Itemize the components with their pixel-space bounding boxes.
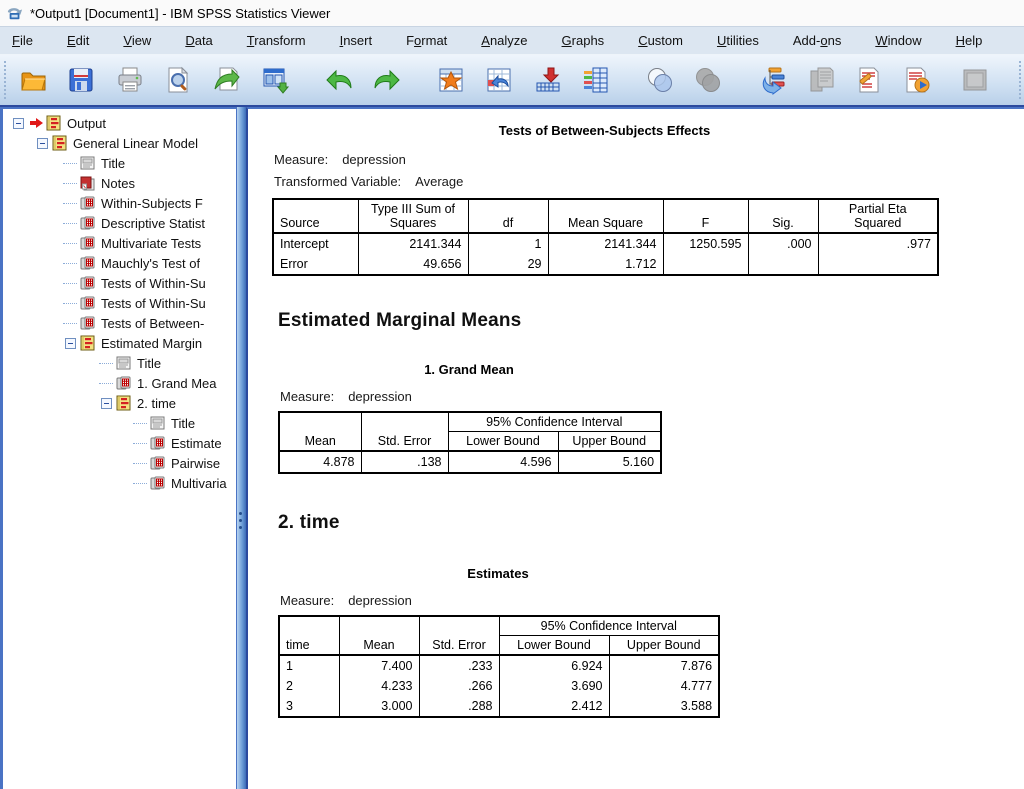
tree-item-label: Tests of Within-Su	[101, 275, 206, 291]
measure-line: Measure: depression	[274, 152, 406, 167]
tree-connector	[63, 323, 77, 324]
menu-item-insert[interactable]: Insert	[339, 33, 373, 48]
grand-mean-table[interactable]: Mean Std. Error 95% Confidence Interval Lower Bound Upper Bound 4.878 .138 4.596 5.160	[278, 411, 662, 474]
menu-item-utilities[interactable]: Utilities	[716, 33, 759, 48]
tree-connector	[133, 423, 147, 424]
recall-recently-used-icon	[757, 65, 787, 95]
designate-window-button	[956, 60, 994, 100]
tree-item-title[interactable]	[3, 153, 236, 173]
title-icon	[115, 355, 132, 371]
collapse-icon[interactable]	[13, 118, 24, 129]
tree-connector	[133, 483, 147, 484]
tree-connector	[63, 203, 77, 204]
estimates-title: Estimates	[467, 566, 529, 581]
collapse-icon[interactable]	[101, 398, 112, 409]
book-icon	[51, 135, 68, 151]
select-cases-icon	[645, 65, 675, 95]
outline-tree-panel	[0, 107, 237, 789]
menu-item-analyze[interactable]: Analyze	[481, 33, 528, 48]
insert-variable-button[interactable]	[528, 60, 566, 100]
tree-item-label: Tests of Within-Su	[101, 295, 206, 311]
menu-item-file[interactable]: File	[12, 33, 33, 48]
main-area	[0, 107, 1024, 789]
goto-data-button[interactable]	[432, 60, 470, 100]
undo-button[interactable]	[320, 60, 358, 100]
open-folder-icon	[18, 65, 48, 95]
table-icon	[79, 295, 96, 311]
menu-item-edit[interactable]: Edit	[66, 33, 90, 48]
table-row: 4.878 .138 4.596 5.160	[279, 451, 661, 473]
collapse-icon[interactable]	[65, 338, 76, 349]
tree-item-multivariate-tests[interactable]	[3, 233, 236, 253]
tree-item-label: Multivaria	[171, 475, 227, 491]
export-icon	[211, 65, 241, 95]
estimates-table[interactable]: time Mean Std. Error 95% Confidence Interval Lower Bound Upper Bound 1 7.400 .233 6.924 7.876 2 4.233 .266 3.690 4.777 3 3.000 .288 2.412 3.588	[278, 615, 720, 718]
book-icon	[45, 115, 62, 131]
tree-item-general-linear-model[interactable]	[3, 133, 236, 153]
paste-icon	[806, 65, 836, 95]
tree-connector	[63, 163, 77, 164]
tree-item-label: Title	[101, 155, 126, 171]
open-file-button[interactable]	[14, 60, 52, 100]
output-content-panel	[246, 107, 1024, 789]
insert-variable-icon	[533, 65, 563, 95]
measure-line: Measure: depression	[280, 593, 412, 608]
edit-document-icon	[854, 65, 884, 95]
menu-item-window[interactable]: Window	[875, 33, 922, 48]
tree-item-title[interactable]	[3, 353, 236, 373]
designate-window-icon	[960, 65, 990, 95]
tree-item-tests-of-within-su[interactable]	[3, 273, 236, 293]
tree-item-tests-of-between[interactable]	[3, 313, 236, 333]
variables-button[interactable]	[577, 60, 615, 100]
tree-item-2-time[interactable]	[3, 393, 236, 413]
tree-connector	[63, 223, 77, 224]
notes-icon	[79, 175, 96, 191]
tree-item-label: Descriptive Statist	[101, 215, 206, 231]
menu-item-data[interactable]: Data	[185, 33, 213, 48]
tree-item-label: Tests of Between-	[101, 315, 205, 331]
menu-bar	[0, 26, 1024, 55]
redo-button[interactable]	[368, 60, 406, 100]
tree-item-pairwise[interactable]	[3, 453, 236, 473]
table-row: 2 4.233 .266 3.690 4.777	[279, 676, 719, 696]
table-icon	[79, 255, 96, 271]
print-preview-icon	[163, 65, 193, 95]
tree-item-estimated-margin[interactable]	[3, 333, 236, 353]
menu-item-transform[interactable]: Transform	[246, 33, 306, 48]
table-icon	[79, 315, 96, 331]
tree-item-label: Estimate	[171, 435, 222, 451]
table-row: 1 7.400 .233 6.924 7.876	[279, 655, 719, 676]
edit-outline-button[interactable]	[850, 60, 888, 100]
tree-item-estimate[interactable]	[3, 433, 236, 453]
table-row: 3 3.000 .288 2.412 3.588	[279, 696, 719, 717]
tree-item-label: Pairwise	[171, 455, 221, 471]
table-icon	[79, 195, 96, 211]
tree-item-label: Within-Subjects F	[101, 195, 203, 211]
save-button[interactable]	[62, 60, 100, 100]
collapse-icon[interactable]	[37, 138, 48, 149]
table-icon	[79, 275, 96, 291]
pane-splitter[interactable]	[237, 107, 246, 789]
window-title: *Output1 [Document1] - IBM SPSS Statistics Viewer	[30, 5, 331, 21]
tree-item-within-subjects-f[interactable]	[3, 193, 236, 213]
table-icon	[149, 435, 166, 451]
recall-dialog-button[interactable]	[255, 60, 293, 100]
tree-connector	[99, 383, 113, 384]
export-button[interactable]	[207, 60, 245, 100]
tree-item-descriptive-statist[interactable]	[3, 213, 236, 233]
goto-data-icon	[436, 65, 466, 95]
tree-item-label: General Linear Model	[73, 135, 199, 151]
table-row: Error 49.656 29 1.712	[273, 254, 938, 275]
recall-recently-used-button[interactable]	[753, 60, 791, 100]
tree-connector	[63, 243, 77, 244]
tree-item-1-grand-mea[interactable]	[3, 373, 236, 393]
menu-item-graphs[interactable]: Graphs	[561, 33, 605, 48]
tree-item-title[interactable]	[3, 413, 236, 433]
tree-connector	[133, 443, 147, 444]
transformed-variable-line: Transformed Variable: Average	[274, 174, 464, 189]
current-item-arrow-icon	[28, 117, 44, 129]
undo-icon	[324, 65, 354, 95]
dialog-window-icon	[260, 65, 290, 95]
redo-icon	[372, 65, 402, 95]
tree-connector	[63, 183, 77, 184]
toolbar	[0, 55, 1024, 107]
table-icon	[149, 455, 166, 471]
tree-connector	[63, 303, 77, 304]
title-bar	[0, 0, 1024, 26]
table-icon	[79, 215, 96, 231]
menu-item-custom[interactable]: Custom	[638, 33, 683, 48]
tree-connector	[63, 263, 77, 264]
tree-item-label: Mauchly's Test of	[101, 255, 201, 271]
time-heading: 2. time	[278, 512, 340, 533]
tree-item-label: Multivariate Tests	[101, 235, 202, 251]
goto-case-button[interactable]	[480, 60, 518, 100]
tree-item-label: 1. Grand Mea	[137, 375, 217, 391]
select-cases-button[interactable]	[641, 60, 679, 100]
between-subjects-title: Tests of Between-Subjects Effects	[498, 123, 711, 138]
tree-item-tests-of-within-su[interactable]	[3, 293, 236, 313]
measure-line: Measure: depression	[280, 389, 412, 404]
tree-item-notes[interactable]	[3, 173, 236, 193]
run-script-button[interactable]	[898, 60, 936, 100]
tree-item-label: Title	[137, 355, 162, 371]
tree-item-label: Title	[171, 415, 196, 431]
split-file-icon	[693, 65, 723, 95]
print-preview-button[interactable]	[159, 60, 197, 100]
split-file-button	[689, 60, 727, 100]
emm-heading: Estimated Marginal Means	[278, 310, 522, 331]
between-subjects-table[interactable]: Source Type III Sum of Squares df Mean Square F Sig. Partial Eta Squared Intercept 2141.344 1 2141.344 1250.595 .000 .977 Error 49.656 29 1.712	[272, 198, 939, 276]
tree-connector	[63, 283, 77, 284]
table-icon	[79, 235, 96, 251]
tree-item-output[interactable]	[3, 113, 236, 133]
print-button[interactable]	[111, 60, 149, 100]
menu-item-format[interactable]: Format	[406, 33, 448, 48]
table-icon	[149, 475, 166, 491]
table-icon	[115, 375, 132, 391]
printer-icon	[115, 65, 145, 95]
splitter-grip-icon	[239, 512, 242, 529]
tree-item-label: Output	[67, 115, 107, 131]
book-icon	[79, 335, 96, 351]
tree-connector	[99, 363, 113, 364]
tree-item-label: 2. time	[137, 395, 177, 411]
title-icon	[149, 415, 166, 431]
menu-item-view[interactable]: View	[123, 33, 152, 48]
menu-item-add-ons[interactable]: Add-ons	[792, 33, 842, 48]
title-icon	[79, 155, 96, 171]
goto-case-icon	[484, 65, 514, 95]
paste-button	[801, 60, 839, 100]
table-row: Intercept 2141.344 1 2141.344 1250.595 .000 .977	[273, 233, 938, 254]
menu-item-help[interactable]: Help	[955, 33, 983, 48]
save-icon	[66, 65, 96, 95]
grand-mean-title: 1. Grand Mean	[424, 362, 514, 377]
tree-item-label: Estimated Margin	[101, 335, 203, 351]
run-script-icon	[902, 65, 932, 95]
tree-connector	[133, 463, 147, 464]
tree-item-mauchly-s-test-of[interactable]	[3, 253, 236, 273]
app-icon	[6, 5, 24, 21]
tree-item-multivaria[interactable]	[3, 473, 236, 493]
tree-item-label: Notes	[101, 175, 135, 191]
book-icon	[115, 395, 132, 411]
variables-icon	[581, 65, 611, 95]
